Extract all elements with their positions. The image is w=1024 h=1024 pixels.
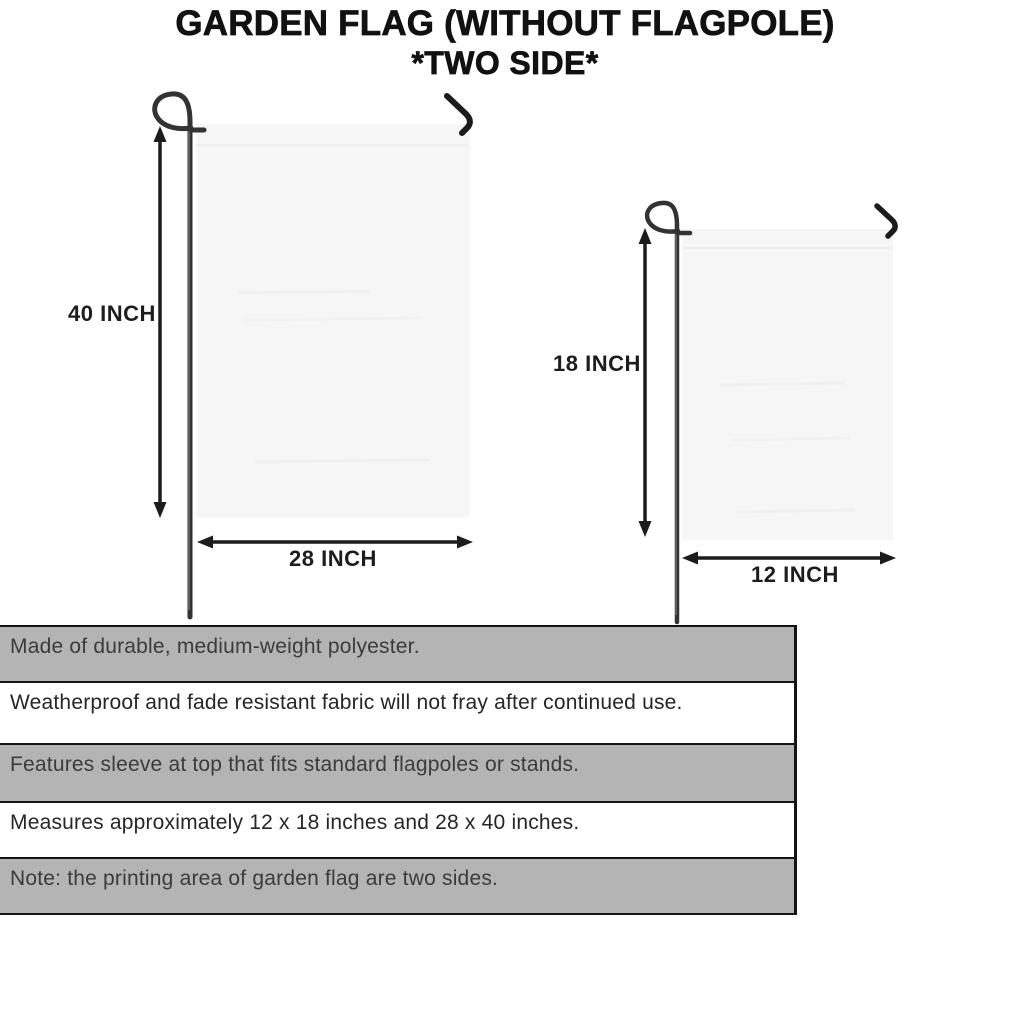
page-title-line-1: GARDEN FLAG (WITHOUT FLAGPOLE) xyxy=(175,4,835,43)
small-flag-height-label: 18 INCH xyxy=(553,351,641,376)
small-flag-diagram xyxy=(639,203,897,622)
feature-table xyxy=(0,625,797,915)
feature-row-weatherproof: Weatherproof and fade resistant fabric will not fray after continued use. xyxy=(0,681,794,743)
small-flag-fold-line xyxy=(735,510,855,512)
small-flag-fold-line xyxy=(730,438,850,440)
feature-row-measurements: Measures approximately 12 x 18 inches and 28 x 40 inches. xyxy=(0,801,794,857)
small-flag-height-arrow xyxy=(639,228,652,537)
feature-row-material: Made of durable, medium-weight polyester. xyxy=(0,625,794,681)
small-flag-pole xyxy=(647,203,678,622)
large-flag-fold-line xyxy=(255,460,430,462)
feature-row-note: Note: the printing area of garden flag are two sides. xyxy=(0,857,794,915)
small-flag-width-label: 12 INCH xyxy=(751,562,839,587)
large-flag-canvas xyxy=(196,124,470,517)
small-flag-fold-line xyxy=(720,383,845,385)
large-flag-diagram xyxy=(154,94,474,617)
feature-row-sleeve: Features sleeve at top that fits standard flagpoles or stands. xyxy=(0,743,794,801)
page-title-line-2: *TWO SIDE* xyxy=(411,45,599,81)
large-flag-fold-line xyxy=(238,291,370,293)
large-flag-width-label: 28 INCH xyxy=(289,546,377,571)
large-flag-height-label: 40 INCH xyxy=(68,301,156,326)
large-flag-fold-line xyxy=(245,318,420,320)
